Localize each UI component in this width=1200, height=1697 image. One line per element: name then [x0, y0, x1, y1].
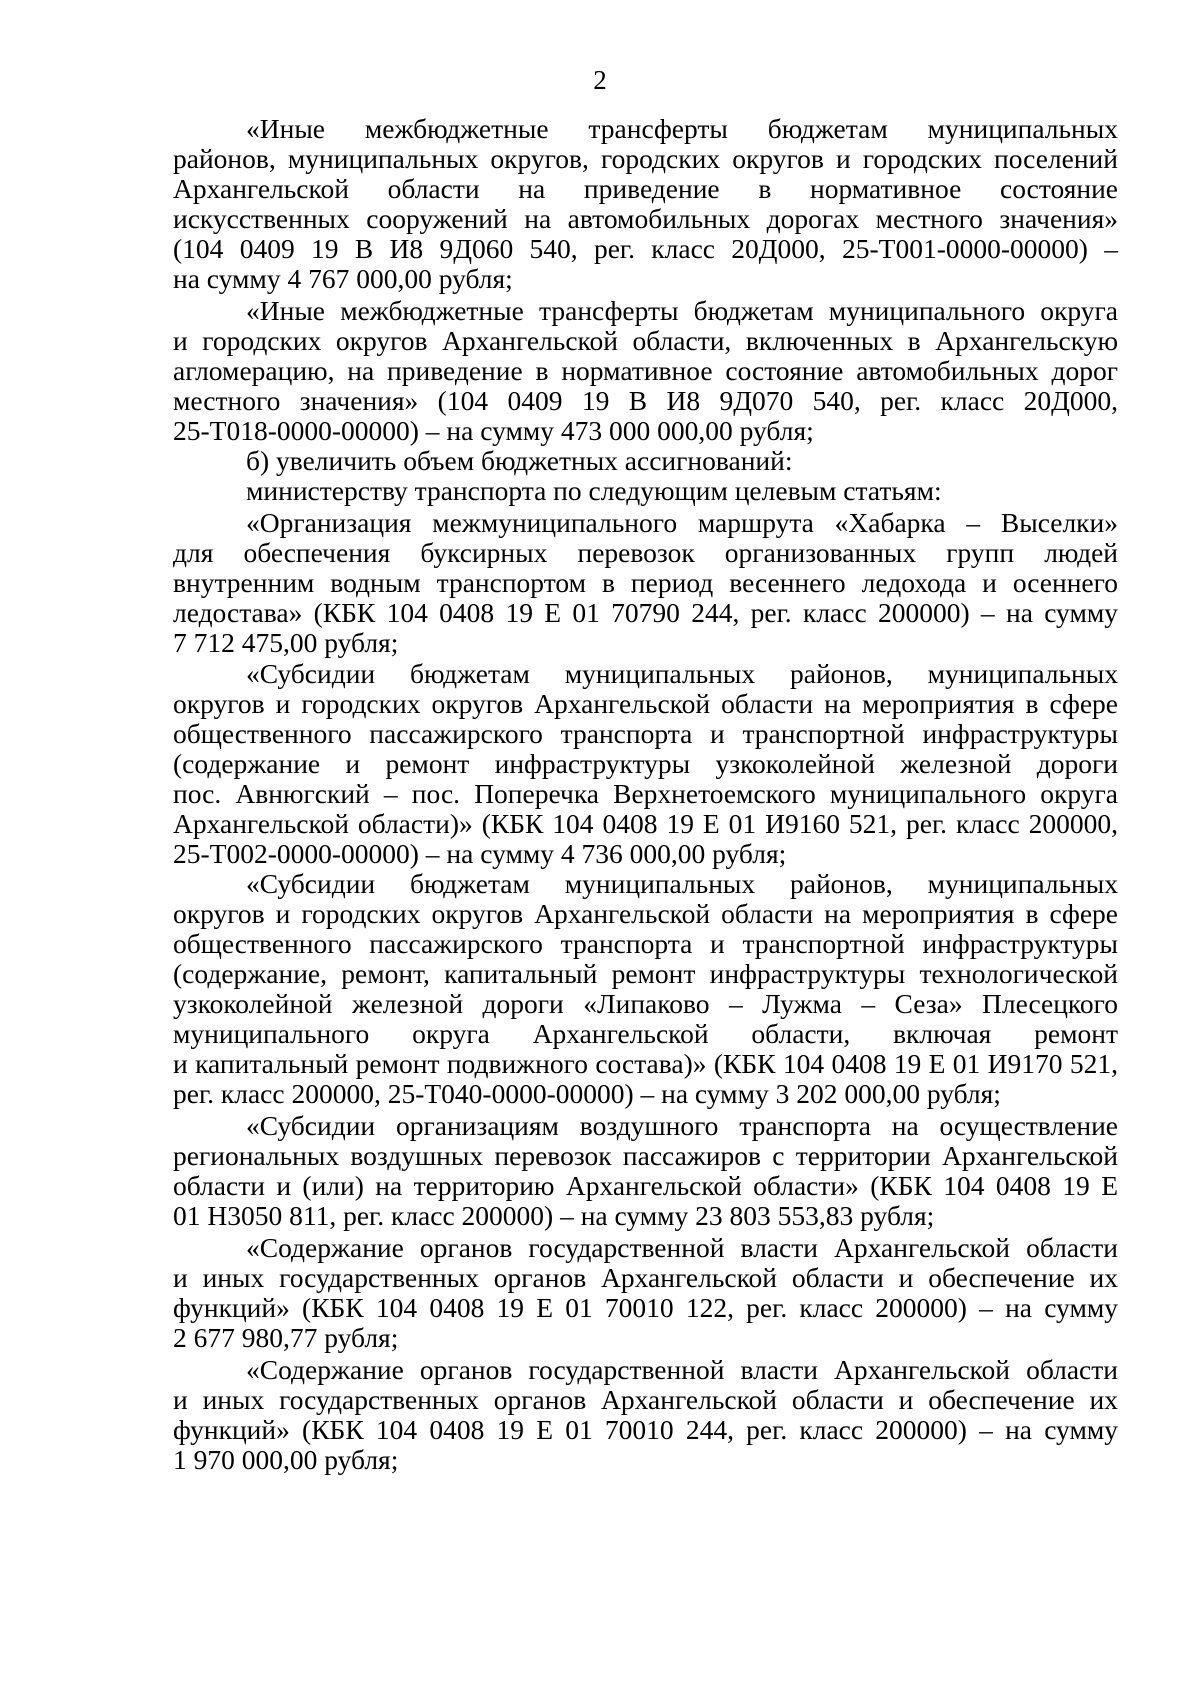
text-line: и капитальный ремонт подвижного состава)» (КБК 104 0408 19 Е 01 И9170 521,	[173, 1048, 1118, 1079]
text-line: «Субсидии бюджетам муниципальных районов, муниципальных	[246, 658, 1118, 689]
text-line: б) увеличить объем бюджетных ассигнований:	[246, 445, 793, 476]
text-line: Архангельской области на приведение в нормативное состояние	[173, 173, 1118, 204]
text-line: ледостава» (КБК 104 0408 19 Е 01 70790 244, рег. класс 200000) – на сумму	[173, 597, 1118, 628]
page-number: 2	[593, 65, 607, 95]
text-line: районов, муниципальных округов, городских округов и городских поселений	[173, 143, 1118, 174]
text-line: 1 970 000,00 рубля;	[173, 1444, 399, 1475]
text-line: рег. класс 200000, 25-Т040-0000-00000) – на сумму 3 202 000,00 рубля;	[173, 1078, 1001, 1109]
text-line: «Субсидии организациям воздушного транспорта на осуществление	[246, 1110, 1118, 1141]
text-line: агломерацию, на приведение в нормативное состояние автомобильных дорог	[173, 355, 1118, 386]
text-line: (104 0409 19 В И8 9Д060 540, рег. класс 20Д000, 25-Т001-0000-00000) –	[173, 233, 1118, 264]
text-line: «Содержание органов государственной власти Архангельской области	[246, 1354, 1118, 1385]
text-line: области и (или) на территорию Архангельской области» (КБК 104 0408 19 Е	[173, 1170, 1118, 1201]
text-line: «Иные межбюджетные трансферты бюджетам муниципального округа	[246, 295, 1118, 326]
text-line: «Организация межмуниципального маршрута «Хабарка – Выселки»	[246, 507, 1118, 538]
text-line: округов и городских округов Архангельской области на мероприятия в сфере	[173, 898, 1118, 929]
text-line: внутренним водным транспортом в период весеннего ледохода и осеннего	[173, 567, 1118, 598]
text-line: региональных воздушных перевозок пассажиров с территории Архангельской	[173, 1140, 1118, 1171]
text-line: функций» (КБК 104 0408 19 Е 01 70010 122, рег. класс 200000) – на сумму	[173, 1292, 1118, 1323]
text-line: (содержание и ремонт инфраструктуры узкоколейной железной дороги	[173, 748, 1118, 779]
text-line: для обеспечения буксирных перевозок организованных групп людей	[173, 537, 1118, 568]
text-line: «Иные межбюджетные трансферты бюджетам муниципальных	[246, 113, 1118, 144]
text-line: «Содержание органов государственной власти Архангельской области	[246, 1232, 1118, 1263]
text-line: на сумму 4 767 000,00 рубля;	[173, 263, 513, 294]
text-line: и иных государственных органов Архангельской области и обеспечение их	[173, 1262, 1118, 1293]
text-line: 25-Т018-0000-00000) – на сумму 473 000 000,00 рубля;	[173, 415, 814, 446]
text-line: функций» (КБК 104 0408 19 Е 01 70010 244, рег. класс 200000) – на сумму	[173, 1414, 1118, 1445]
text-line: 7 712 475,00 рубля;	[173, 627, 399, 658]
text-line: общественного пассажирского транспорта и транспортной инфраструктуры	[173, 928, 1118, 959]
text-line: «Субсидии бюджетам муниципальных районов, муниципальных	[246, 868, 1118, 899]
text-line: округов и городских округов Архангельской области на мероприятия в сфере	[173, 688, 1118, 719]
text-line: (содержание, ремонт, капитальный ремонт инфраструктуры технологической	[173, 958, 1118, 989]
text-line: министерству транспорта по следующим целевым статьям:	[246, 475, 942, 506]
text-line: общественного пассажирского транспорта и транспортной инфраструктуры	[173, 718, 1118, 749]
text-line: местного значения» (104 0409 19 В И8 9Д070 540, рег. класс 20Д000,	[173, 385, 1118, 416]
text-line: и городских округов Архангельской области, включенных в Архангельскую	[173, 325, 1118, 356]
text-line: пос. Авнюгский – пос. Поперечка Верхнетоемского муниципального округа	[173, 778, 1118, 809]
text-line: узкоколейной железной дороги «Липаково – Лужма – Сеза» Плесецкого	[173, 988, 1118, 1019]
text-line: искусственных сооружений на автомобильных дорогах местного значения»	[173, 203, 1118, 234]
text-line: 25-Т002-0000-00000) – на сумму 4 736 000,00 рубля;	[173, 838, 787, 869]
text-line: 2 677 980,77 рубля;	[173, 1322, 399, 1353]
text-line: Архангельской области)» (КБК 104 0408 19 Е 01 И9160 521, рег. класс 200000,	[173, 808, 1118, 839]
text-line: 01 Н3050 811, рег. класс 200000) – на сумму 23 803 553,83 рубля;	[173, 1200, 935, 1231]
text-line: муниципального округа Архангельской области, включая ремонт	[173, 1018, 1118, 1049]
text-line: и иных государственных органов Архангельской области и обеспечение их	[173, 1384, 1118, 1415]
